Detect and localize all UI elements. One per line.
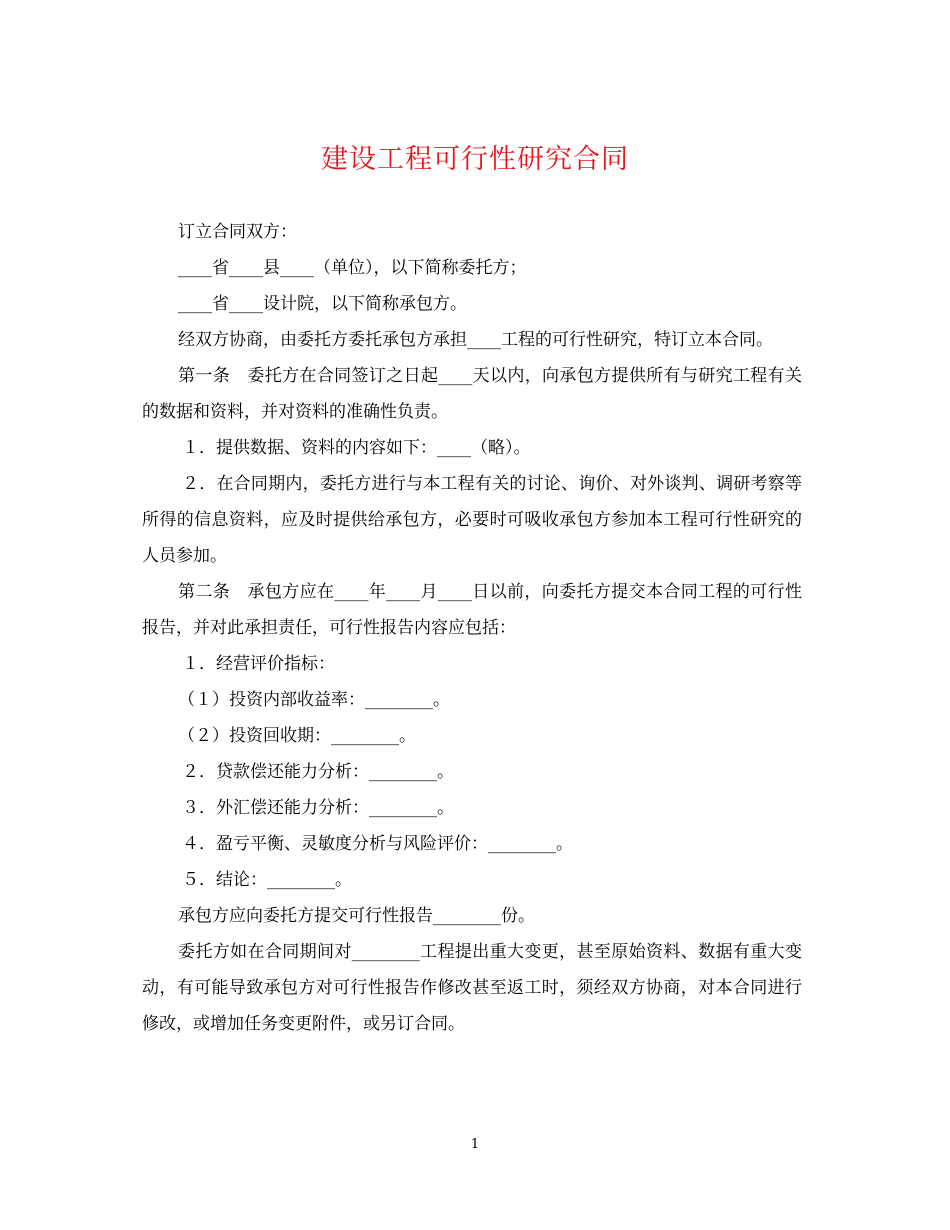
preamble-paragraph: 经双方协商，由委托方委托承包方承担____工程的可行性研究，特订立本合同。 <box>178 330 773 350</box>
page-number: 1 <box>470 1137 480 1152</box>
article-1-item-1: １．提供数据、资料的内容如下：____（略）。 <box>182 438 531 458</box>
article-2-item-1: １．经营评价指标： <box>182 654 335 674</box>
change-clause-paragraph: 委托方如在合同期间对________工程提出重大变更，甚至原始资料、数据有重大变动，有可能导致承包方对可行性报告作修改甚至返工时，须经双方协商，对本合同进行修改，或增加任务变更附件，或另订合同。 <box>142 942 802 1034</box>
report-copies-paragraph: 承包方应向委托方提交可行性报告________份。 <box>178 906 535 926</box>
document-body <box>142 214 802 1042</box>
article-2-item-1-sub-1: （１）投资内部收益率：________。 <box>178 690 450 710</box>
article-2-item-1-sub-2: （２）投资回收期：________。 <box>178 726 416 746</box>
article-1-item-2: ２．在合同期内，委托方进行与本工程有关的讨论、询价、对外谈判、调研考察等所得的信息资料，应及时提供给承包方，必要时可吸收承包方参加本工程可行性研究的人员参加。 <box>142 474 802 566</box>
client-party-line: ____省____县____（单位），以下简称委托方； <box>178 258 527 278</box>
article-2-paragraph: 第二条 承包方应在____年____月____日以前，向委托方提交本合同工程的可行性报告，并对此承担责任，可行性报告内容应包括： <box>142 582 802 638</box>
article-2-item-2: ２．贷款偿还能力分析：________。 <box>182 762 454 782</box>
parties-heading: 订立合同双方： <box>178 222 297 242</box>
article-1-paragraph: 第一条 委托方在合同签订之日起____天以内，向承包方提供所有与研究工程有关的数据和资料，并对资料的准确性负责。 <box>142 366 802 422</box>
contractor-party-line: ____省____设计院，以下简称承包方。 <box>178 294 467 314</box>
article-2-item-4: ４．盈亏平衡、灵敏度分析与风险评价：________。 <box>182 834 573 854</box>
article-2-item-3: ３．外汇偿还能力分析：________。 <box>182 798 454 818</box>
article-2-item-5: ５．结论：________。 <box>182 870 352 890</box>
document-title: 建设工程可行性研究合同 <box>321 144 629 175</box>
